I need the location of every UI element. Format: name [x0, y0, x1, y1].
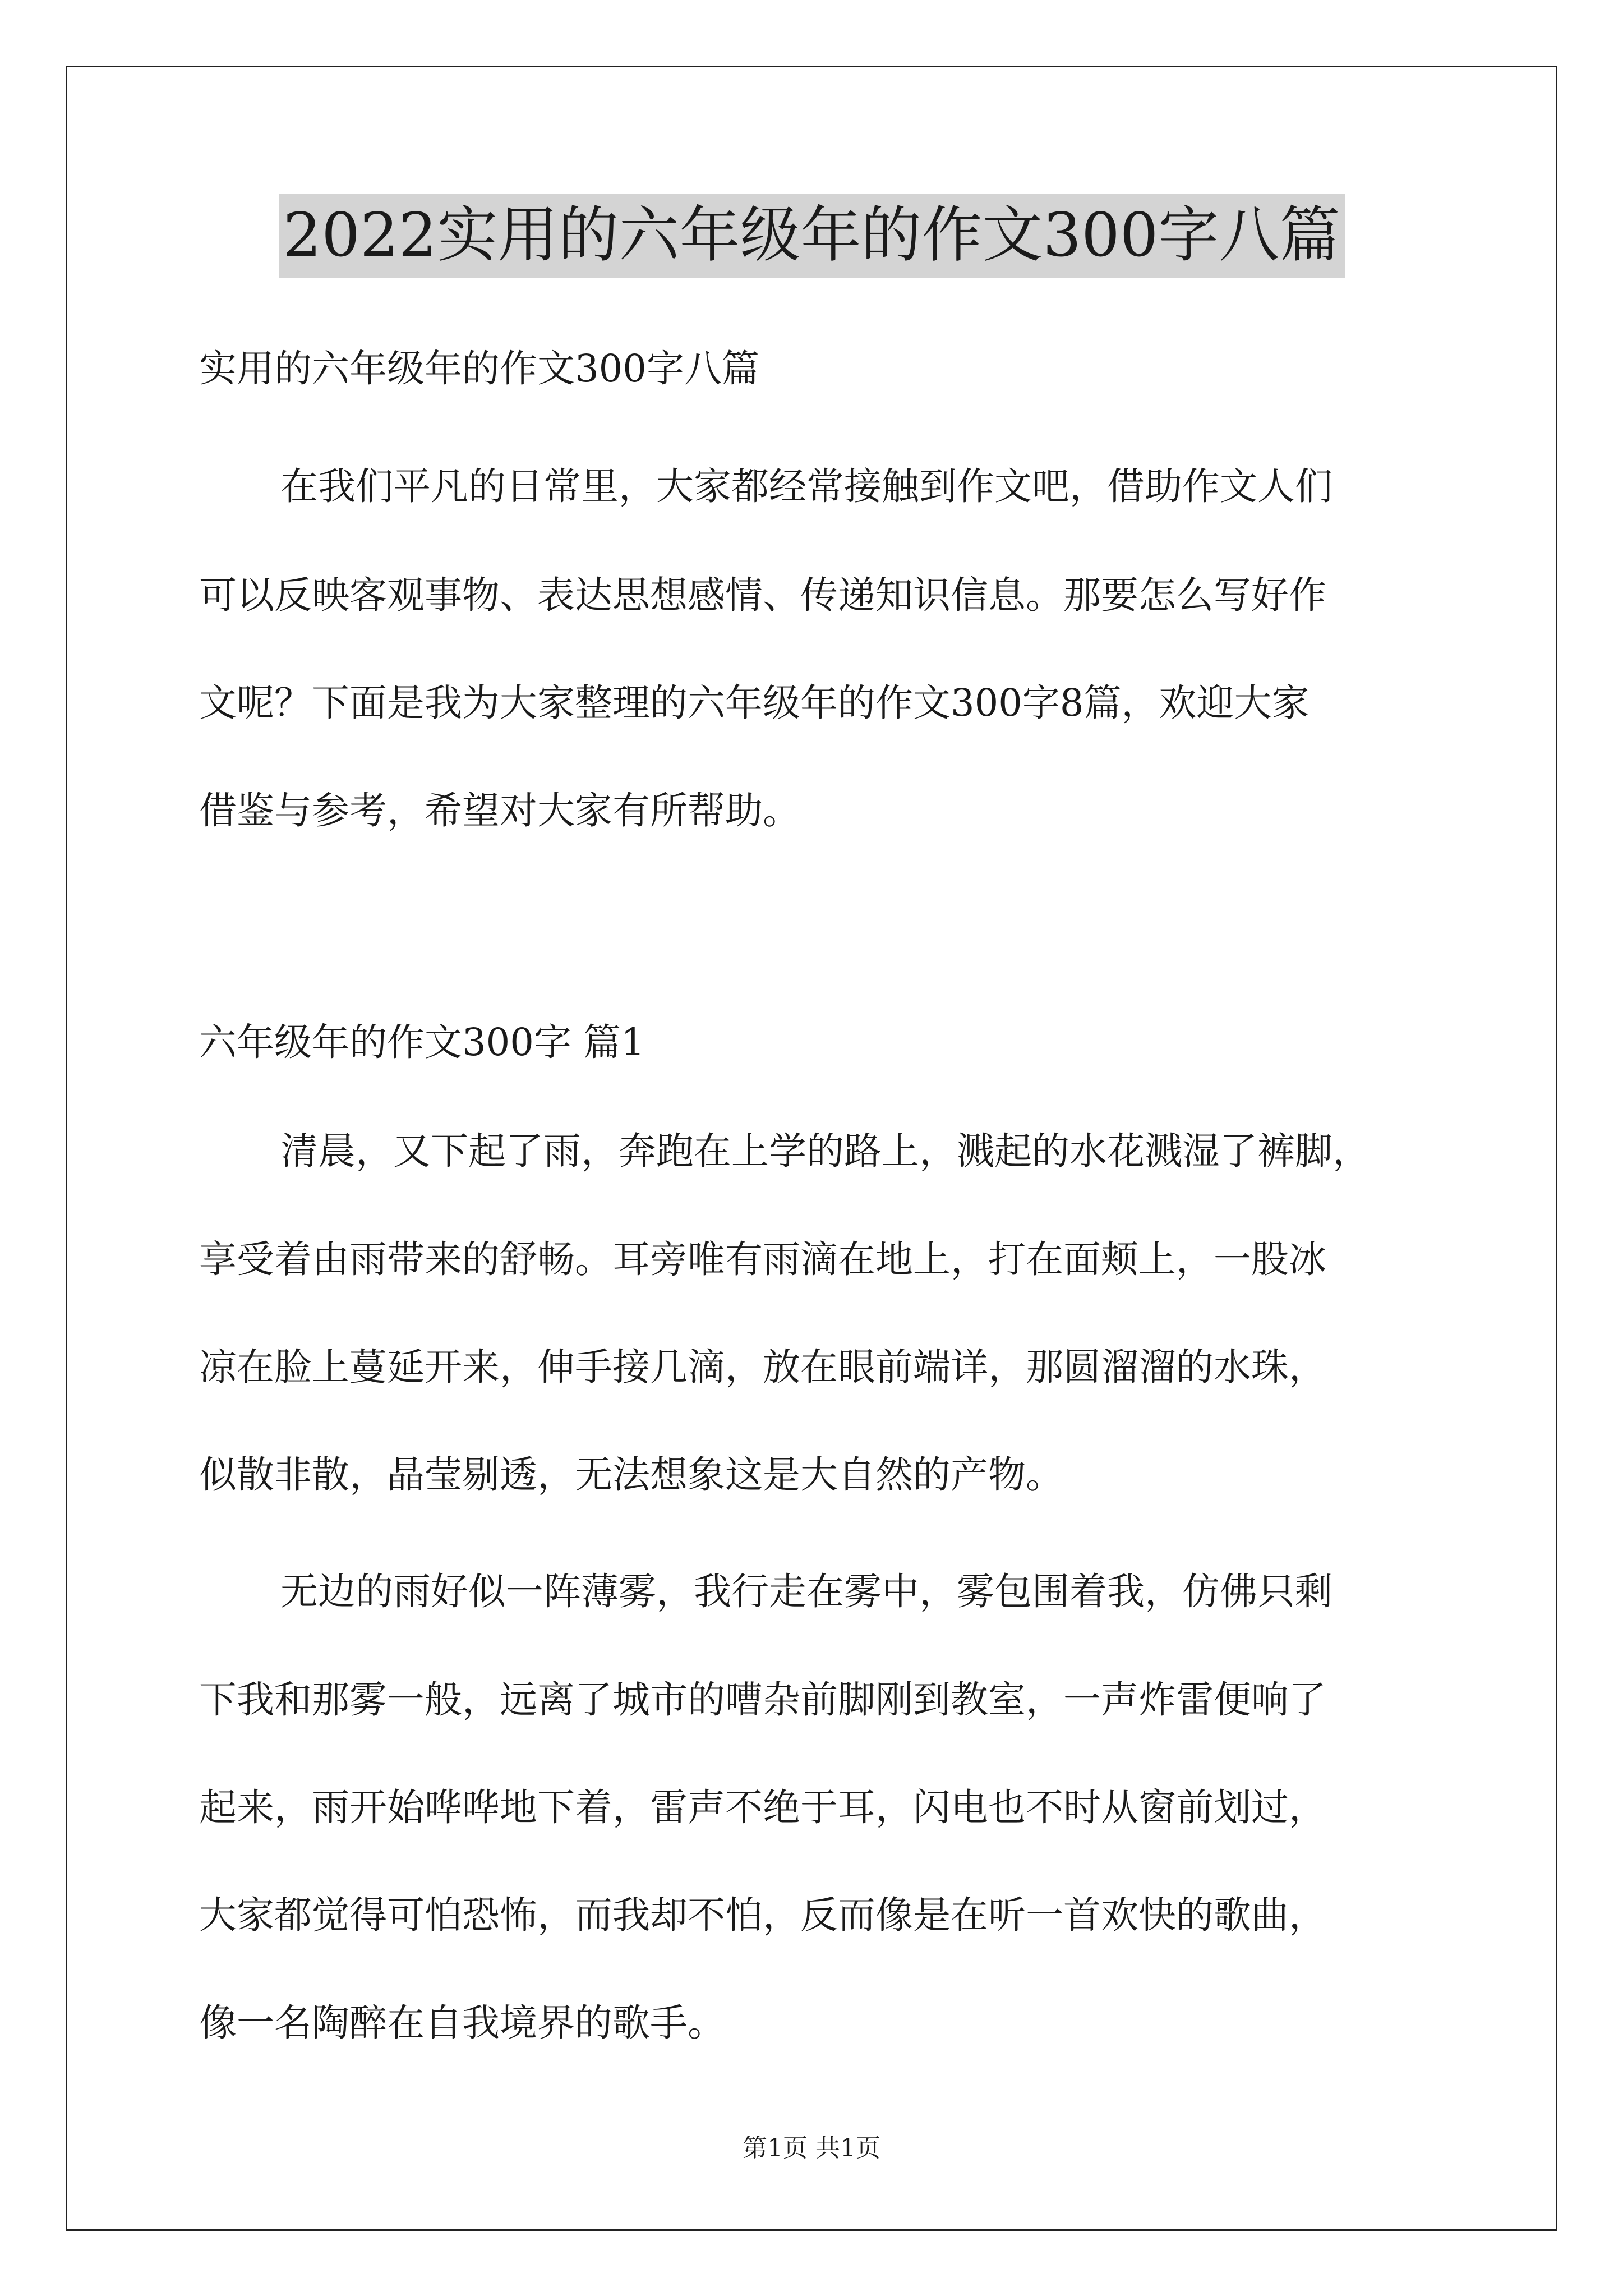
intro-line-3: 文呢？下面是我为大家整理的六年级年的作文300字8篇，欢迎大家	[199, 681, 1310, 725]
intro-line-4: 借鉴与参考，希望对大家有所帮助。	[199, 789, 800, 832]
page-footer: 第1页 共1页	[743, 2134, 880, 2162]
intro-line-1: 在我们平凡的日常里，大家都经常接触到作文吧，借助作文人们	[280, 464, 1332, 508]
subtitle: 实用的六年级年的作文300字八篇	[199, 347, 759, 390]
para2-line-5: 像一名陶醉在自我境界的歌手。	[199, 2001, 725, 2045]
para1-line-1: 清晨，又下起了雨，奔跑在上学的路上，溅起的水花溅湿了裤脚，	[280, 1129, 1370, 1173]
para1-line-2: 享受着由雨带来的舒畅。耳旁唯有雨滴在地上，打在面颊上，一股冰	[199, 1237, 1326, 1281]
para2-line-4: 大家都觉得可怕恐怖，而我却不怕，反而像是在听一首欢快的歌曲，	[199, 1893, 1326, 1937]
intro-line-2: 可以反映客观事物、表达思想感情、传递知识信息。那要怎么写好作	[199, 573, 1326, 617]
para2-line-3: 起来，雨开始哗哗地下着，雷声不绝于耳，闪电也不时从窗前划过，	[199, 1786, 1326, 1829]
title-container	[0, 194, 1623, 278]
para1-line-4: 似散非散，晶莹剔透，无法想象这是大自然的产物。	[199, 1453, 1063, 1497]
para2-line-1: 无边的雨好似一阵薄雾，我行走在雾中，雾包围着我，仿佛只剩	[280, 1570, 1332, 1613]
para2-line-2: 下我和那雾一般，远离了城市的嘈杂前脚刚到教室，一声炸雷便响了	[199, 1678, 1326, 1722]
para1-line-3: 凉在脸上蔓延开来，伸手接几滴，放在眼前端详，那圆溜溜的水珠，	[199, 1345, 1326, 1389]
section-heading: 六年级年的作文300字 篇1	[199, 1020, 645, 1064]
document-title: 2022实用的六年级年的作文300字八篇	[279, 194, 1345, 278]
